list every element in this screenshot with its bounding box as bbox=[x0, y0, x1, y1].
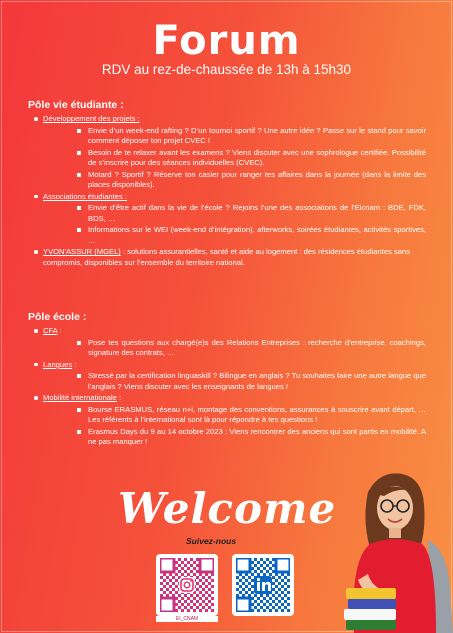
qr-pattern-icon bbox=[236, 558, 290, 612]
page-title: Forum bbox=[152, 18, 301, 64]
instagram-qr-code[interactable] bbox=[156, 554, 218, 616]
subitem: Erasmus Days du 9 au 14 octobre 2023 : Viens rencontrer des anciens qui sont partis en mobilité. A ne pas manquer ! bbox=[43, 427, 428, 448]
qr-pattern-icon bbox=[160, 558, 214, 612]
section-vie-etudiante bbox=[28, 98, 428, 269]
section-heading: Pôle vie étudiante : bbox=[28, 99, 124, 111]
category-label: Associations étudiantes : bbox=[43, 191, 128, 201]
category-item bbox=[28, 247, 428, 268]
student-illustration bbox=[340, 470, 453, 633]
subitem: Envie d’être actif dans la vie de l’école ? Rejoins l’une des associations de l’Eicnam : BDE, FDK, BDS, … bbox=[43, 203, 428, 224]
category-list bbox=[28, 114, 428, 268]
category-label: Mobilité internationale bbox=[43, 393, 117, 403]
subitem: Pose tes questions aux chargé(e)s des Relations Entreprises : recherche d’entreprise, coachings, signature des contrats, … bbox=[43, 338, 428, 359]
subitem-list bbox=[43, 338, 428, 359]
welcome-heading: Welcome bbox=[118, 484, 337, 533]
section-heading: Pôle école : bbox=[28, 311, 87, 323]
category-list bbox=[28, 326, 428, 447]
subitem-list bbox=[43, 203, 428, 246]
category-label: Développement des projets : bbox=[43, 114, 140, 124]
category-label: Langues bbox=[43, 359, 73, 369]
subitem: Bourse ERASMUS, réseau n+i, montage des conventions, assurances à souscrire avant départ, … Les référents à l’international sont là pour répondre à tes questions ! bbox=[43, 405, 428, 426]
subitem: Envie d’un week-end rafting ? D’un tournoi sportif ? Une autre idée ? Passe sur le stand pour savoir comment déposer ton projet CVEC ! bbox=[43, 126, 428, 147]
subitem-list bbox=[43, 405, 428, 448]
category-item bbox=[28, 360, 428, 392]
subitem: Motard ? Sportif ? Réserve ton casier pour ranger tes affaires dans la journée (dans la limite des places disponibles). bbox=[43, 170, 428, 191]
subitem-list bbox=[43, 126, 428, 191]
qr-caption: EI_CNAM bbox=[156, 616, 218, 622]
linkedin-qr-code[interactable] bbox=[232, 554, 294, 616]
category-label: YVON'ASSUR (MGEL) bbox=[43, 247, 121, 257]
follow-label: Suivez-nous bbox=[186, 536, 237, 546]
category-text: : solutions assurantielles, santé et aide au logement : des résidences étudiantes sans compromis, disponibles sur l’ensemble du territoire national. bbox=[43, 247, 410, 267]
category-text: : bbox=[116, 393, 122, 403]
subitem: Informations sur le WEI (week-end d’intégration), afterworks, soirées étudiantes, activités sportives, … bbox=[43, 225, 428, 246]
category-text: : bbox=[72, 359, 77, 369]
category-item bbox=[28, 326, 428, 358]
category-item bbox=[28, 192, 428, 246]
category-item bbox=[28, 393, 428, 447]
category-label: CFA bbox=[43, 326, 58, 336]
section-ecole bbox=[28, 310, 428, 449]
category-item bbox=[28, 114, 428, 190]
subitem-list bbox=[43, 371, 428, 392]
subitem: Besoin de te relaxer avant les examens ? Viens discuter avec une sophrologue certifiée. Possibilité de s’inscrire pour des séances individuelles (CVEC). bbox=[43, 148, 428, 169]
subitem: Stressé par la certification linguaskill ? Bilingue en anglais ? Tu souhaites faire une autre langue que l’anglais ? Viens discuter avec les enseignants de langues ! bbox=[43, 371, 428, 392]
category-text: : bbox=[57, 326, 62, 336]
page-subtitle: RDV au rez-de-chaussée de 13h à 15h30 bbox=[101, 62, 352, 77]
